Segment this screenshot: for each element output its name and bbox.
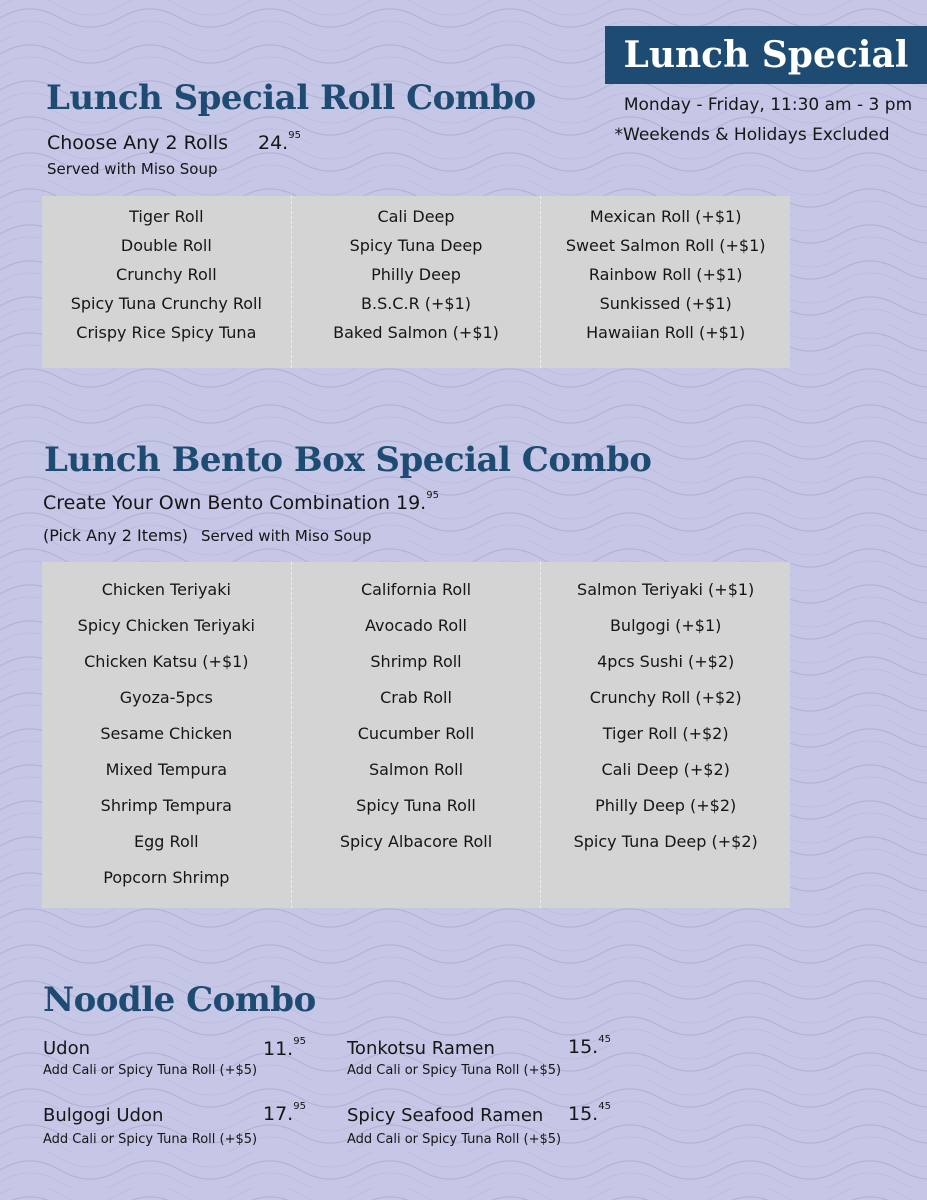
roll-combo-subtitle: Choose Any 2 Rolls [47, 132, 229, 154]
menu-item: Chicken Teriyaki [101, 580, 231, 599]
roll-combo-price: 24.95 [258, 130, 301, 154]
menu-item: Cali Deep [377, 207, 455, 226]
noodle-item-price: 11.95 [263, 1036, 306, 1060]
roll-column-2 [291, 196, 541, 368]
menu-item: Sweet Salmon Roll (+$1) [565, 236, 766, 255]
menu-item: Cali Deep (+$2) [601, 760, 730, 779]
menu-item: 4pcs Sushi (+$2) [597, 652, 735, 671]
bento-column-1 [42, 562, 291, 908]
menu-item: Tiger Roll [129, 207, 204, 226]
menu-item: Avocado Roll [365, 616, 467, 635]
noodle-item-addon: Add Cali or Spicy Tuna Roll (+$5) [347, 1132, 562, 1147]
roll-combo-note: Served with Miso Soup [47, 160, 218, 178]
noodle-item-addon: Add Cali or Spicy Tuna Roll (+$5) [43, 1132, 258, 1147]
noodle-item-price: 15.45 [568, 1034, 611, 1058]
menu-item: Mixed Tempura [105, 760, 228, 779]
menu-item: Philly Deep (+$2) [595, 796, 737, 815]
menu-item: Spicy Tuna Crunchy Roll [70, 294, 262, 313]
bento-column-2 [291, 562, 541, 908]
menu-item: Salmon Roll [368, 760, 464, 779]
roll-column-1 [42, 196, 291, 368]
menu-item: Philly Deep [371, 265, 461, 284]
menu-item: Tiger Roll (+$2) [602, 724, 729, 743]
noodle-item-name: Bulgogi Udon [43, 1105, 164, 1126]
menu-item: Spicy Albacore Roll [339, 832, 493, 851]
menu-item: Sesame Chicken [100, 724, 233, 743]
roll-column-3 [540, 196, 790, 368]
noodle-combo-title: Noodle Combo [43, 980, 316, 1020]
menu-item: Shrimp Roll [370, 652, 462, 671]
exclusion-note: *Weekends & Holidays Excluded [614, 125, 890, 145]
bento-combo-subtitle: Create Your Own Bento Combination [43, 492, 391, 514]
menu-item: Crispy Rice Spicy Tuna [76, 323, 257, 342]
menu-item: Egg Roll [134, 832, 199, 851]
menu-item: B.S.C.R (+$1) [361, 294, 472, 313]
noodle-item-price: 17.95 [263, 1101, 306, 1125]
menu-item: Spicy Tuna Deep [349, 236, 483, 255]
menu-item: Sunkissed (+$1) [599, 294, 732, 313]
menu-item: Double Roll [120, 236, 212, 255]
noodle-item-addon: Add Cali or Spicy Tuna Roll (+$5) [43, 1063, 258, 1078]
menu-item: California Roll [360, 580, 472, 599]
roll-choices-panel [42, 196, 790, 368]
menu-item: Baked Salmon (+$1) [333, 323, 499, 342]
noodle-item-name: Tonkotsu Ramen [347, 1038, 495, 1059]
menu-item: Crunchy Roll (+$2) [589, 688, 742, 707]
lunch-special-banner: Lunch Special [605, 26, 927, 84]
menu-item: Crunchy Roll [116, 265, 217, 284]
noodle-item-name: Udon [43, 1038, 91, 1059]
bento-combo-title: Lunch Bento Box Special Combo [44, 440, 652, 480]
menu-item: Hawaiian Roll (+$1) [586, 323, 746, 342]
menu-item: Spicy Tuna Deep (+$2) [573, 832, 758, 851]
bento-choices-panel [42, 562, 790, 908]
roll-combo-title: Lunch Special Roll Combo [46, 78, 536, 118]
bento-combo-price: 19.95 [396, 490, 439, 514]
menu-item: Rainbow Roll (+$1) [588, 265, 743, 284]
menu-item: Crab Roll [380, 688, 452, 707]
hours-text: Monday - Friday, 11:30 am - 3 pm [623, 95, 913, 115]
menu-item: Spicy Chicken Teriyaki [77, 616, 255, 635]
bento-pick-note: (Pick Any 2 Items) [43, 526, 189, 545]
menu-item: Bulgogi (+$1) [609, 616, 722, 635]
bento-column-3 [540, 562, 790, 908]
menu-item: Popcorn Shrimp [103, 868, 230, 887]
menu-item: Spicy Tuna Roll [356, 796, 476, 815]
menu-item: Gyoza-5pcs [119, 688, 213, 707]
menu-item: Shrimp Tempura [100, 796, 232, 815]
bento-combo-note: Served with Miso Soup [201, 527, 372, 545]
noodle-item-addon: Add Cali or Spicy Tuna Roll (+$5) [347, 1063, 562, 1078]
menu-item: Salmon Teriyaki (+$1) [577, 580, 755, 599]
menu-item: Cucumber Roll [357, 724, 475, 743]
noodle-item-price: 15.45 [568, 1101, 611, 1125]
menu-item: Chicken Katsu (+$1) [84, 652, 249, 671]
menu-item: Mexican Roll (+$1) [589, 207, 742, 226]
noodle-item-name: Spicy Seafood Ramen [347, 1105, 544, 1126]
